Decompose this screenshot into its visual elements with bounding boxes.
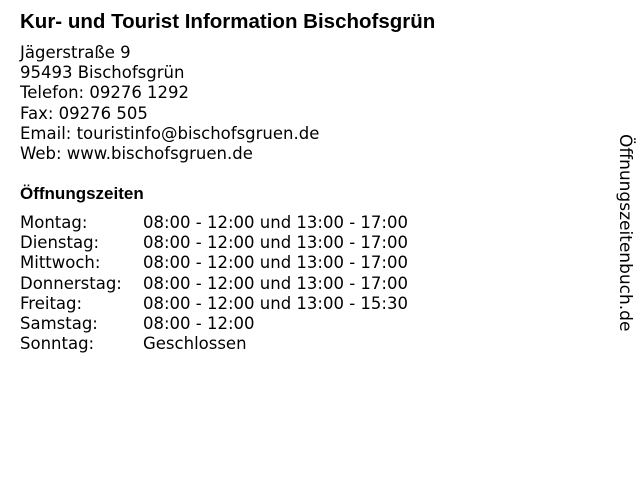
website-address: Web: www.bischofsgruen.de [20,144,253,164]
hours-value: 08:00 - 12:00 und 13:00 - 15:30 [143,293,408,313]
brand-watermark: Öffnungszeitenbuch.de [615,134,635,332]
hours-row-thursday [20,274,408,294]
fax-number: Fax: 09276 505 [20,103,148,123]
hours-row-monday [20,213,408,233]
hours-value: 08:00 - 12:00 und 13:00 - 17:00 [143,233,408,253]
opening-hours-heading: Öffnungszeiten [20,184,144,203]
hours-row-saturday [20,314,408,334]
hours-row-wednesday [20,253,408,273]
city-address: 95493 Bischofsgrün [20,63,185,83]
email-address: Email: touristinfo@bischofsgruen.de [20,123,320,143]
hours-row-friday [20,294,408,314]
hours-value: 08:00 - 12:00 [143,314,255,334]
hours-value: 08:00 - 12:00 und 13:00 - 17:00 [143,273,408,293]
hours-value: Geschlossen [143,334,247,354]
day-label: Samstag: [20,314,98,334]
hours-row-sunday [20,334,408,354]
day-label: Montag: [20,213,88,232]
day-label: Freitag: [20,293,83,313]
street-address: Jägerstraße 9 [20,43,131,62]
hours-value: 08:00 - 12:00 und 13:00 - 17:00 [143,213,408,232]
phone-number: Telefon: 09276 1292 [20,83,190,103]
hours-row-tuesday [20,233,408,253]
opening-hours-table [20,213,408,354]
hours-value: 08:00 - 12:00 und 13:00 - 17:00 [143,253,408,273]
day-label: Sonntag: [20,334,95,354]
day-label: Donnerstag: [20,273,122,293]
day-label: Dienstag: [20,233,100,253]
day-label: Mittwoch: [20,253,101,273]
page-title: Kur- und Tourist Information Bischofsgrün [20,10,436,33]
contact-block [20,43,319,164]
